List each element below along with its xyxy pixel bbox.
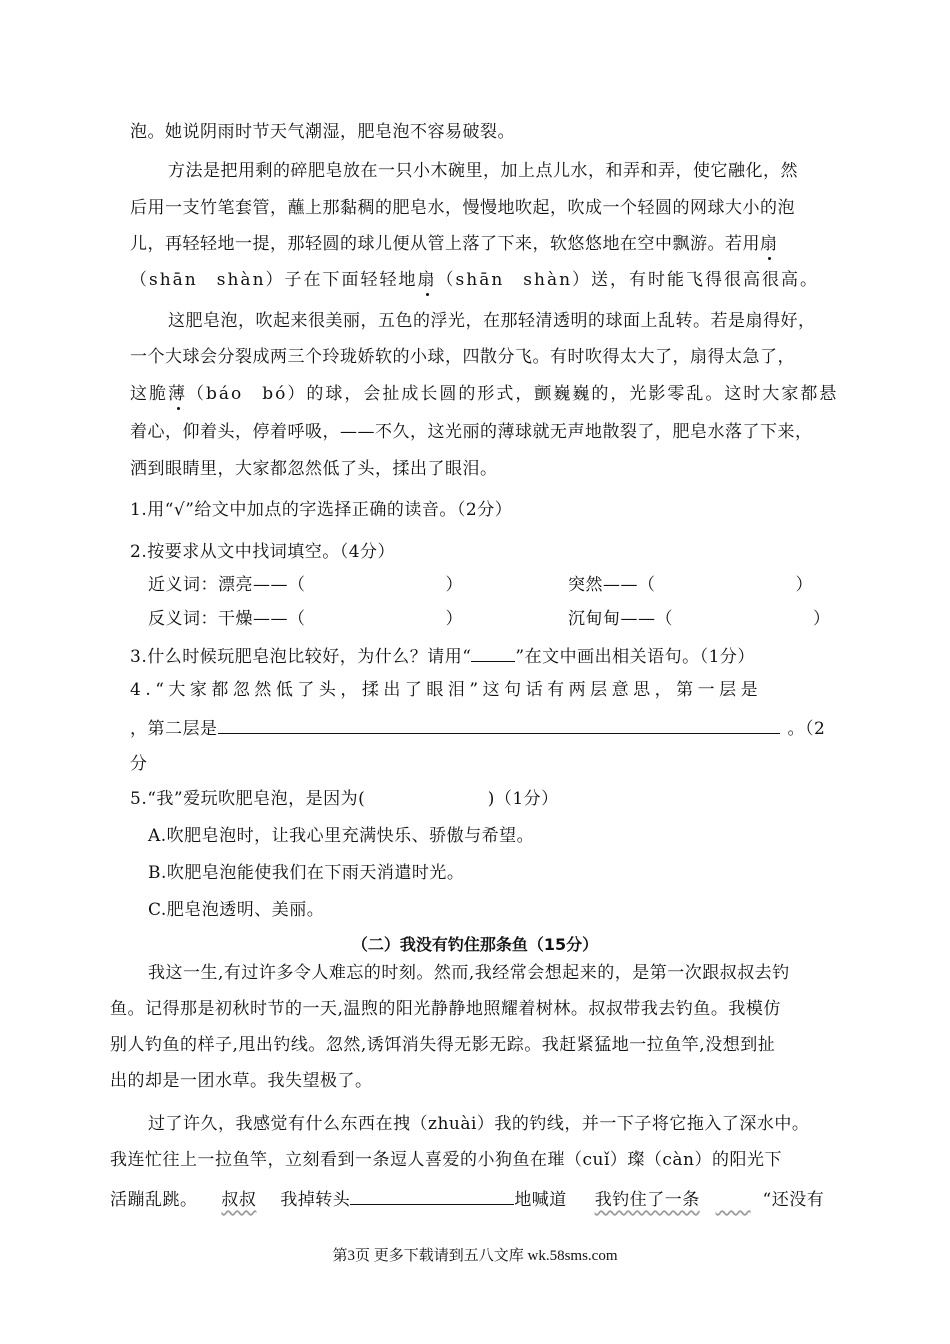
wavy-text: 我钓住了一条 — [594, 1190, 700, 1210]
passage-line: 我这一生,有过许多令人难忘的时刻。然而,我经常会想起来的，是第一次跟叔叔去钓 — [148, 963, 790, 983]
question-3 — [130, 643, 755, 669]
question-4-end: 分 — [130, 754, 148, 774]
passage-line — [130, 232, 778, 256]
dotted-character: 薄 — [168, 384, 187, 404]
dotted-character: 扇 — [417, 270, 437, 290]
passage-line: 泡。她说阴雨时节天气潮湿，肥皂泡不容易破裂。 — [130, 122, 515, 142]
answer-blank[interactable] — [350, 1186, 514, 1205]
passage-line: 后用一支竹笔套管，蘸上那黏稠的肥皂水，慢慢地吹起，吹成一个轻圆的网球大小的泡 — [130, 198, 795, 218]
passage-line: 别人钓鱼的样子,甩出钓线。忽然,诱饵消失得无影无踪。我赶紧猛地一拉鱼竿,没想到扯 — [110, 1035, 776, 1055]
passage-line: 方法是把用剩的碎肥皂放在一只小木碗里，加上点儿水，和弄和弄，使它融化，然 — [168, 161, 798, 181]
passage-line: 过了许久，我感觉有什么东西在拽（zhuài）我的钓线，并一下子将它拖入了深水中。 — [148, 1114, 810, 1134]
question-1: 1.用“√”给文中加点的字选择正确的读音。（2分） — [130, 500, 513, 520]
option-c[interactable]: C.肥皂泡透明、美丽。 — [148, 900, 325, 920]
synonym-blank-2[interactable]: 突然——（ ） — [568, 575, 813, 595]
passage-line — [110, 1186, 824, 1212]
underline-sample — [471, 643, 515, 662]
text: 这脆 — [130, 384, 168, 404]
text: “还没有 — [762, 1190, 825, 1210]
dotted-character: 扇 — [760, 234, 778, 254]
text: 我掉转头 — [280, 1190, 351, 1210]
passage-line: 鱼。记得那是初秋时节的一天,温煦的阳光静静地照耀着树林。叔叔带我去钓鱼。我模仿 — [110, 999, 781, 1019]
passage-line — [130, 382, 838, 406]
text: ”在文中画出相关语句。（1分） — [515, 647, 755, 667]
answer-blank[interactable] — [218, 715, 780, 734]
section-title: （二）我没有钓住那条鱼（15分） — [351, 935, 599, 954]
text: 地喊道 — [514, 1190, 567, 1210]
text: （shān shàn）子在下面轻轻地 — [130, 270, 418, 290]
question-2: 2.按要求从文中找词填空。（4分） — [130, 542, 396, 562]
option-b[interactable]: B.吹肥皂泡能使我们在下雨天消遣时光。 — [148, 863, 465, 883]
question-4: 4.“大家都忽然低了头，揉出了眼泪”这句话有两层意思，第一层是 — [130, 680, 763, 700]
text: 活蹦乱跳。 — [110, 1190, 198, 1210]
passage-line — [130, 268, 819, 292]
wavy-gap — [716, 1190, 751, 1210]
question-5: 5.“我”爱玩吹肥皂泡，是因为( )（1分） — [130, 789, 559, 809]
synonym-blank-1[interactable]: 近义词：漂亮——（ ） — [148, 575, 463, 595]
antonym-blank-1[interactable]: 反义词：干燥——（ ） — [148, 609, 463, 629]
passage-line: 我连忙往上一拉鱼竿，立刻看到一条逗人喜爱的小狗鱼在璀（cuǐ）璨（càn）的阳光下 — [110, 1150, 783, 1170]
passage-line: 洒到眼睛里，大家都忽然低了头，揉出了眼泪。 — [130, 459, 498, 479]
passage-line: 出的却是一团水草。我失望极了。 — [110, 1071, 373, 1091]
wavy-text: 叔叔 — [221, 1190, 257, 1210]
question-4-continued — [130, 715, 825, 741]
passage-line: 着心，仰着头，停着呼吸，——不久，这光丽的薄球就无声地散裂了，肥皂水落了下来， — [130, 422, 813, 442]
passage-line: 这肥皂泡，吹起来很美丽，五色的浮光，在那轻清透明的球面上乱转。若是扇得好， — [168, 311, 816, 331]
text: （báo bó）的球，会扯成长圆的形式，颤巍巍的，光影零乱。这时大家都悬 — [187, 384, 839, 404]
text: 。（2 — [787, 719, 826, 739]
text: ，第二层是 — [130, 719, 218, 739]
passage-line: 一个大球会分裂成两三个玲珑娇软的小球，四散分飞。有时吹得太大了，扇得太急了， — [130, 347, 795, 367]
text: （shān shàn）送，有时能飞得很高很高。 — [436, 270, 820, 290]
page-footer: 第3页 更多下载请到五八文库 wk.58sms.com — [332, 1248, 618, 1264]
antonym-blank-2[interactable]: 沉甸甸——（ ） — [568, 609, 831, 629]
text: 儿，再轻轻地一提，那轻圆的球儿便从管上落了下来，软悠悠地在空中飘游。若用 — [130, 234, 760, 254]
text: 3.什么时候玩肥皂泡比较好，为什么？请用“ — [130, 647, 472, 667]
option-a[interactable]: A.吹肥皂泡时，让我心里充满快乐、骄傲与希望。 — [148, 826, 535, 846]
